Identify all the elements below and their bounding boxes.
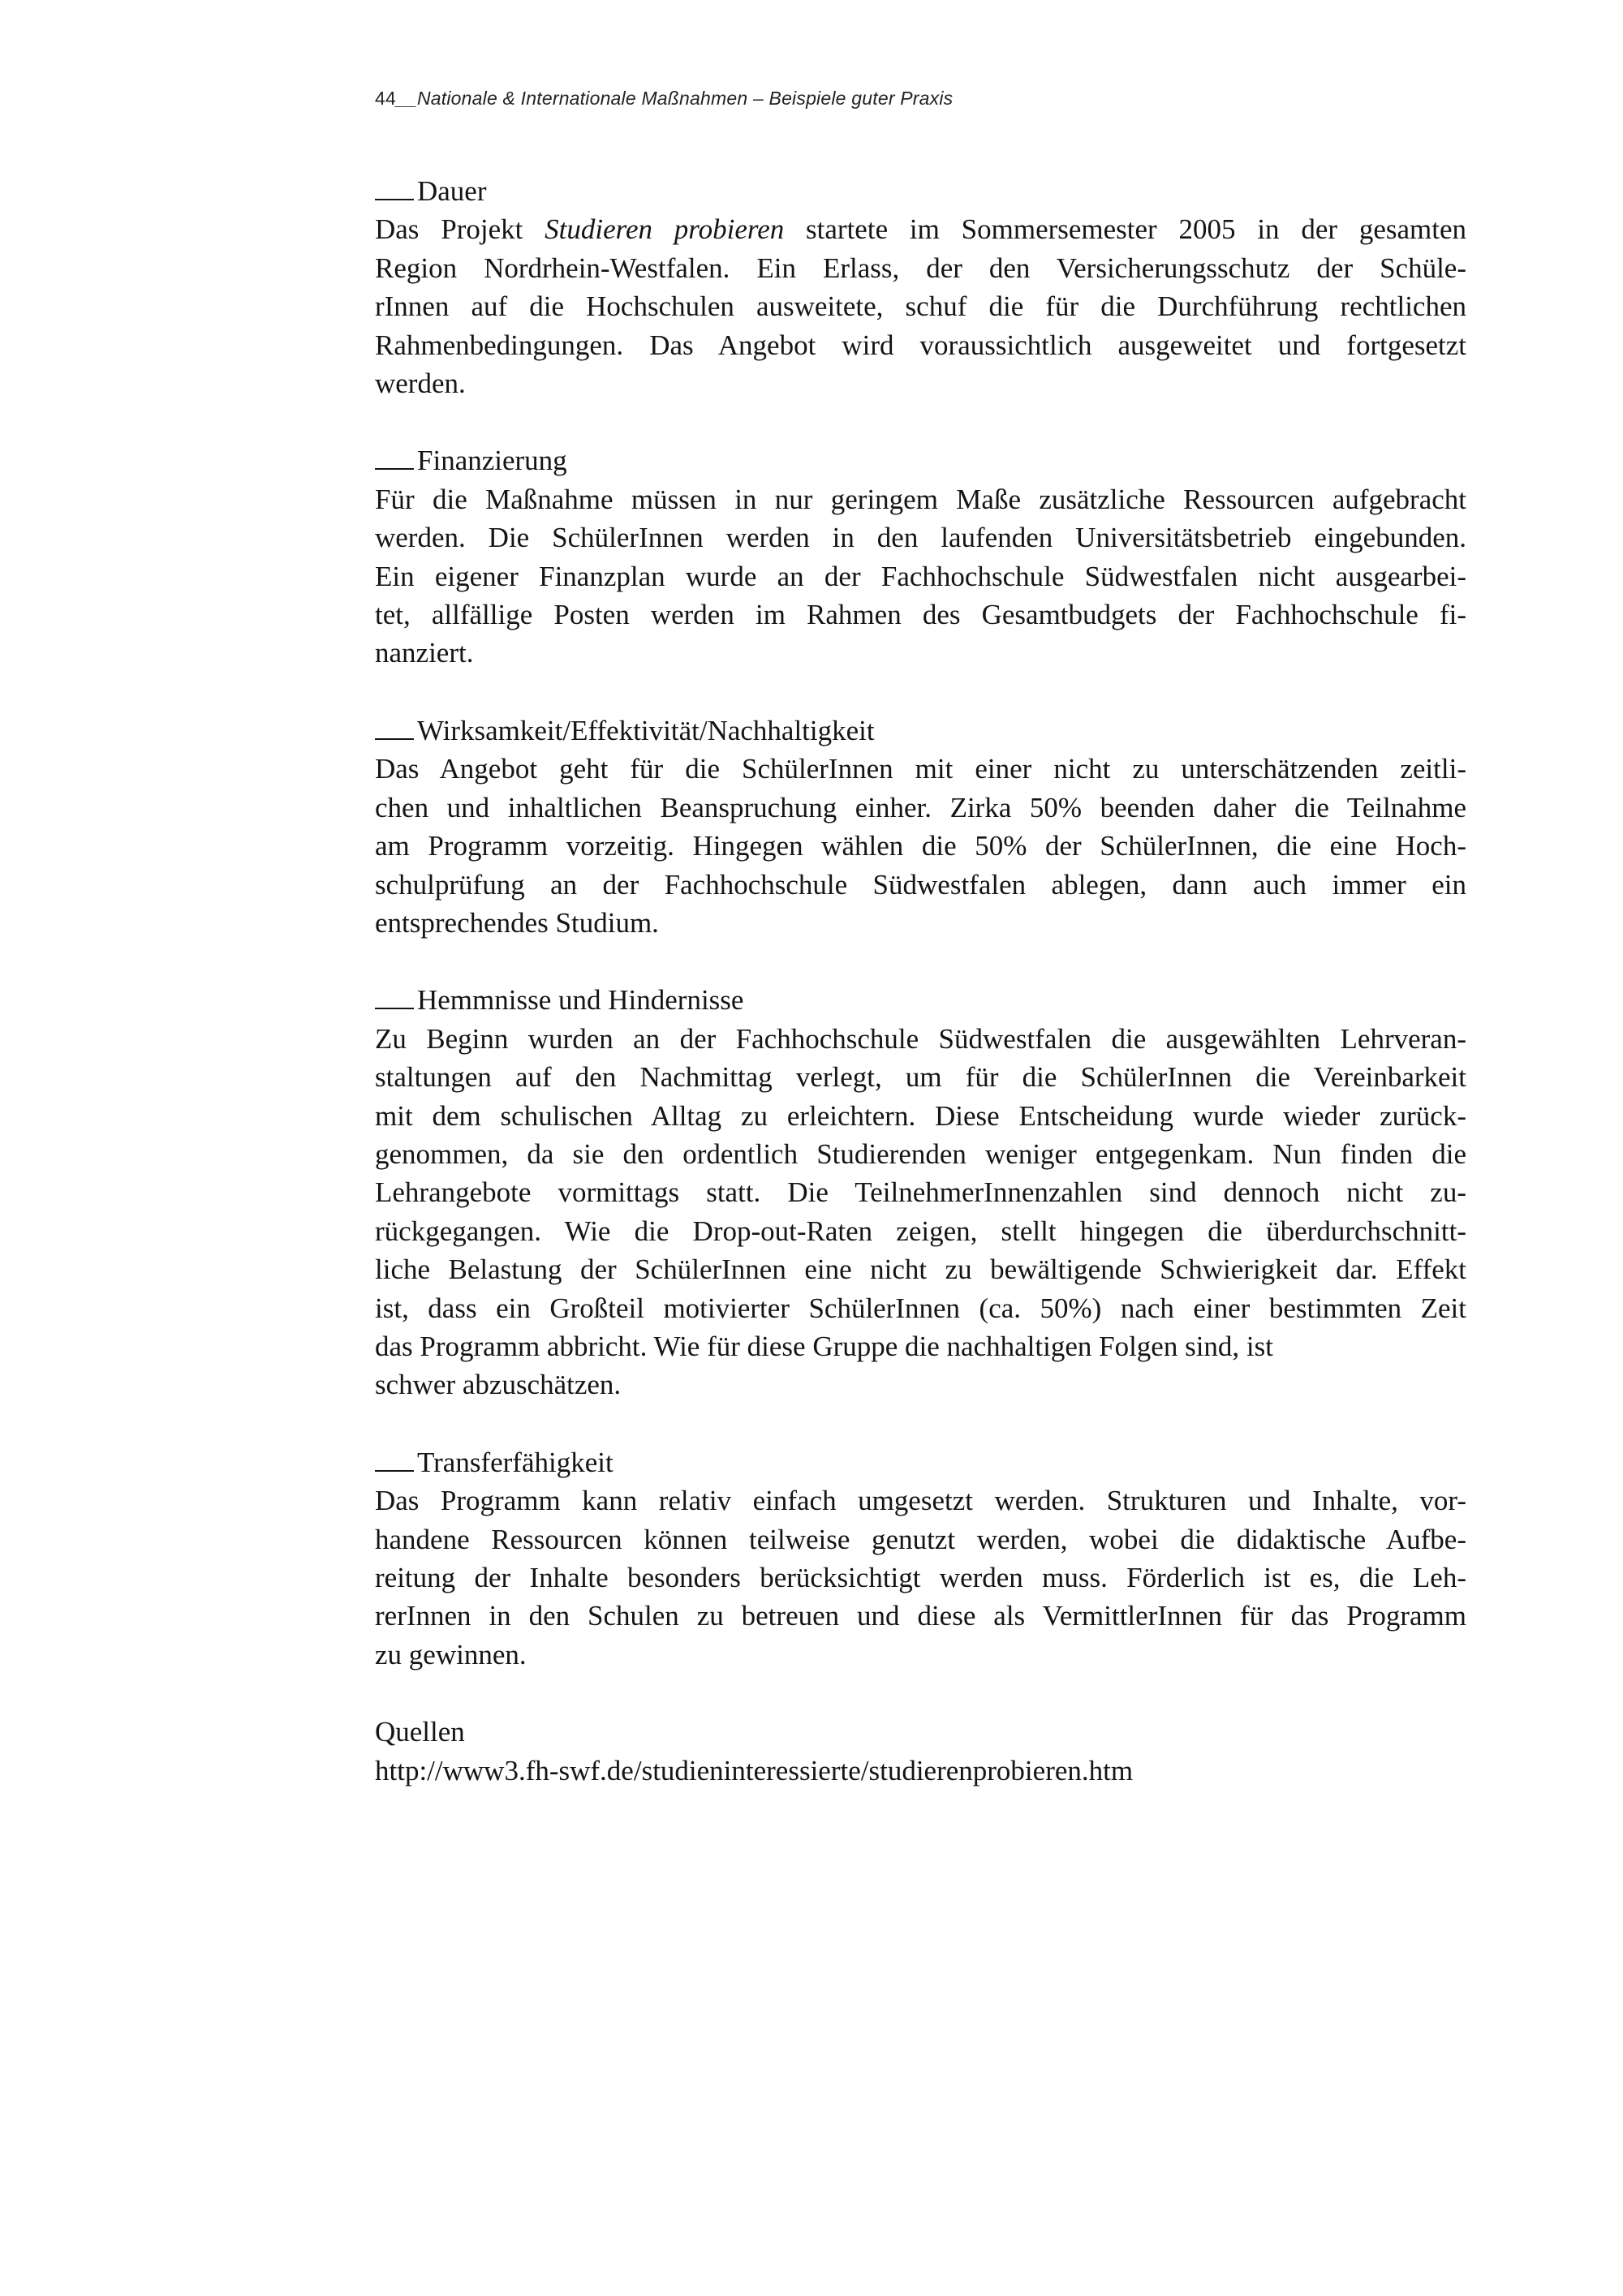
text-line: rerInnen in den Schulen zu betreuen und diese als VermittlerInnen für das Programm [375,1600,1466,1632]
section-heading [375,441,1466,479]
section-hemmnisse [375,981,1466,1404]
header-title: Nationale & Internationale Maßnahmen – Beispiele guter Praxis [416,88,954,109]
text-line: Rahmenbedingungen. Das Angebot wird voraussichtlich ausgeweitet und fortgesetzt [375,329,1466,361]
text-line: schwer abzuschätzen. [375,1369,622,1401]
section-heading [375,172,1466,210]
text-line: reitung der Inhalte besonders berücksichtigt werden muss. Förderlich ist es, die Leh- [375,1562,1466,1593]
text-line: nanziert. [375,637,474,669]
section-sources [375,1713,1466,1790]
page-number: 44 [375,88,396,109]
section-paragraph [375,750,1466,942]
text-line: entsprechendes Studium. [375,906,659,939]
text-line: Ein eigener Finanzplan wurde an der Fachhochschule Südwestfalen nicht ausgearbei- [375,560,1466,592]
heading-rule [375,199,414,200]
section-finanzierung [375,441,1466,672]
text-line: werden. Die SchülerInnen werden in den laufenden Universitätsbetrieb eingebunden. [375,522,1466,554]
section-dauer [375,172,1466,402]
text-line: handene Ressourcen können teilweise genutzt werden, wobei die didaktische Aufbe- [375,1523,1466,1555]
sources-block [375,1713,1466,1790]
text-line: das Programm abbricht. Wie für diese Gruppe die nachhaltigen Folgen sind, ist [375,1330,1273,1362]
text-line: Das Projekt Studieren probieren startete im Sommersemester 2005 in der gesamten [375,213,1467,246]
heading-rule [375,1008,414,1009]
header-separator: __ [395,88,417,109]
text-line: liche Belastung der SchülerInnen eine nicht zu bewältigende Schwierigkeit dar. Effekt [375,1253,1466,1286]
text-line: Das Programm kann relativ einfach umgesetzt werden. Strukturen und Inhalte, vor- [375,1485,1466,1517]
text-line: chen und inhaltlichen Beanspruchung einher. Zirka 50% beenden daher die Teilnahme [375,791,1466,823]
text-line: Für die Maßnahme müssen in nur geringem Maße zusätzliche Ressourcen aufgebracht [375,483,1466,515]
text-line: Zu Beginn wurden an der Fachhochschule Südwestfalen die ausgewählten Lehrveran- [375,1022,1466,1055]
text-line: am Programm vorzeitig. Hingegen wählen die 50% der SchülerInnen, die eine Hoch- [375,830,1466,862]
heading-rule [375,468,414,470]
text-line: schulprüfung an der Fachhochschule Südwestfalen ablegen, dann auch immer ein [375,868,1466,901]
section-transfer [375,1443,1466,1674]
text-line: ist, dass ein Großteil motivierter SchülerInnen (ca. 50%) nach einer bestimmten Zeit [375,1292,1466,1324]
heading-rule [375,738,414,740]
text-line: tet, allfällige Posten werden im Rahmen des Gesamtbudgets der Fachhochschule fi- [375,599,1466,631]
source-link[interactable]: http://www3.fh-swf.de/studieninteressierte/studierenprobieren.htm [375,1754,1134,1786]
running-header [375,88,953,110]
heading-text: Finanzierung [417,445,567,477]
heading-text: Wirksamkeit/Effektivität/Nachhaltigkeit [417,714,875,746]
text-line: staltungen auf den Nachmittag verlegt, um für die SchülerInnen die Vereinbarkeit [375,1061,1466,1094]
text-line: mit dem schulischen Alltag zu erleichtern. Diese Entscheidung wurde wieder zurück- [375,1099,1466,1132]
text-line: werden. [375,368,466,400]
section-paragraph [375,480,1466,673]
section-heading [375,981,1466,1019]
sources-label: Quellen [375,1716,465,1748]
section-paragraph [375,1481,1466,1674]
section-heading [375,1443,1466,1481]
text-line: Region Nordrhein-Westfalen. Ein Erlass, der den Versicherungsschutz der Schüle- [375,252,1466,284]
text-line: zu gewinnen. [375,1638,527,1670]
section-heading [375,712,1466,750]
section-paragraph [375,210,1466,402]
heading-text: Dauer [417,175,487,207]
heading-text: Hemmnisse und Hindernisse [417,984,744,1017]
text-line: genommen, da sie den ordentlich Studierenden weniger entgegenkam. Nun finden die [375,1137,1466,1170]
heading-rule [375,1470,414,1472]
text-line: rInnen auf die Hochschulen ausweitete, schuf die für die Durchführung rechtlichen [375,290,1466,323]
section-wirksamkeit [375,712,1466,942]
text-line: rückgegangen. Wie die Drop-out-Raten zeigen, stellt hingegen die überdurchschnitt- [375,1215,1466,1247]
text-line: Das Angebot geht für die SchülerInnen mit einer nicht zu unterschätzenden zeitli- [375,753,1466,785]
text-line: Lehrangebote vormittags statt. Die TeilnehmerInnenzahlen sind dennoch nicht zu- [375,1176,1466,1209]
section-paragraph [375,1020,1466,1404]
project-name: Studieren probieren [545,213,785,246]
page-body [375,172,1466,1829]
heading-text: Transferfähigkeit [417,1446,613,1478]
